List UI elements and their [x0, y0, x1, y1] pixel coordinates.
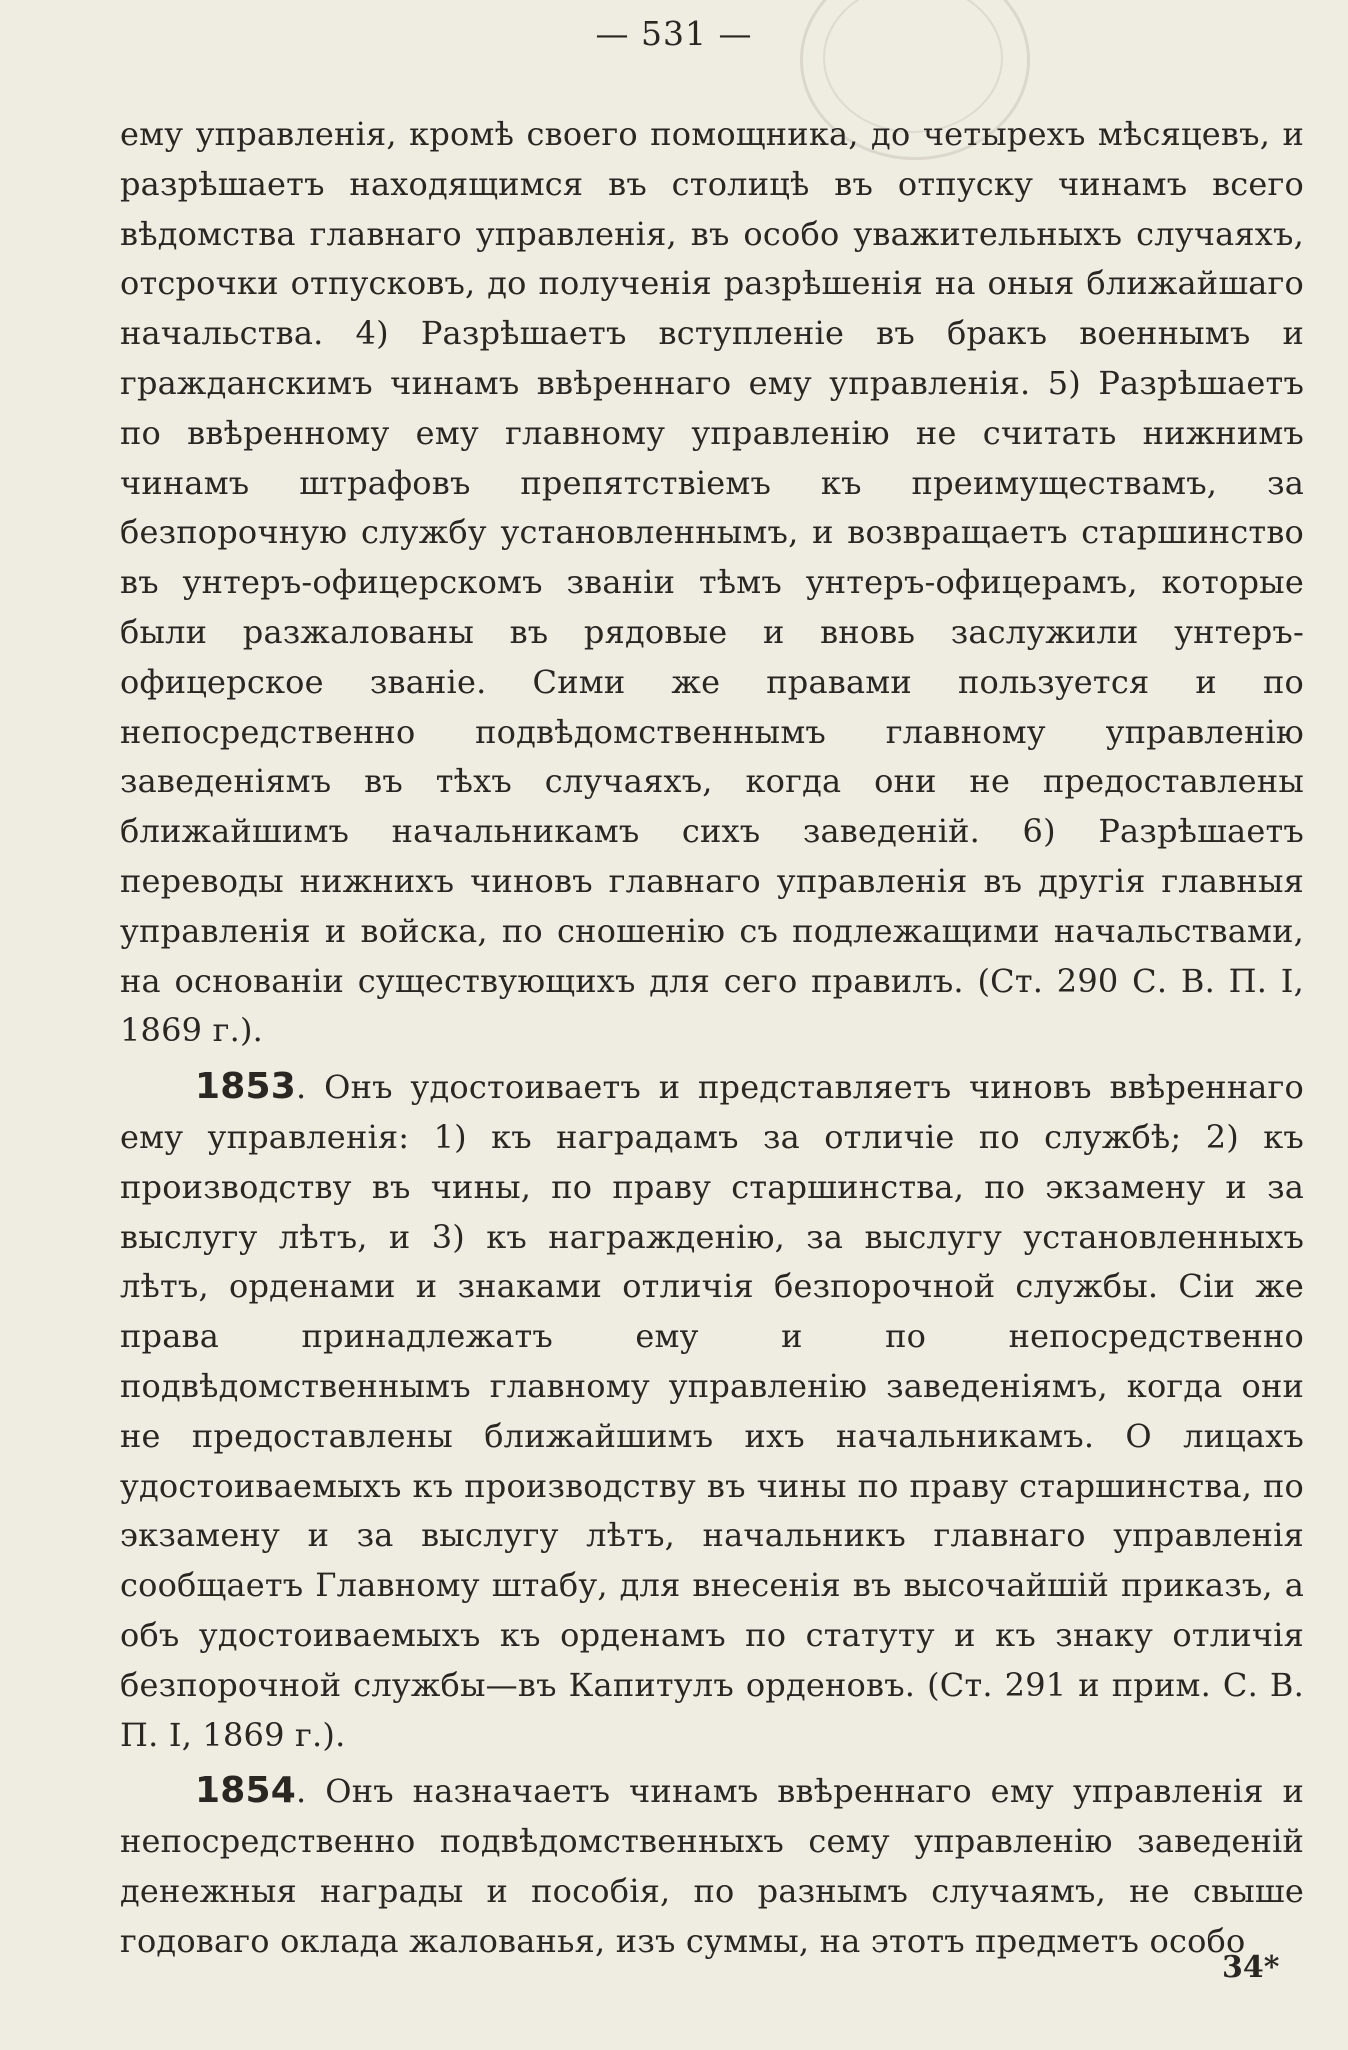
signature-mark: 34* — [1222, 1950, 1280, 1985]
paragraph-article-1853 — [120, 1062, 1304, 1760]
paragraph-text: ему управленія, кромѣ своего помощника, до четырехъ мѣсяцевъ, и разрѣшаетъ находящимся въ столицѣ въ отпуску чинамъ всего вѣдомства главнаго управленія, въ особо уважительныхъ случаяхъ, отсрочки отпусковъ, до полученія разрѣшенія на оныя ближайшаго начальства. 4) Разрѣшаетъ вступленіе въ бракъ военнымъ и гражданскимъ чинамъ ввѣреннаго ему управленія. 5) Разрѣшаетъ по ввѣренному ему главному управленію не считать нижнимъ чинамъ штрафовъ препятствіемъ къ преимуществамъ, за безпорочную службу установленнымъ, и возвращаетъ старшинство въ унтеръ-офицерскомъ званіи тѣмъ унтеръ-офицерамъ, которые были разжалованы въ рядовые и вновь заслужили унтеръ-офицерское званіе. Сими же правами пользуется и по непосредственно подвѣдомственнымъ главному управленію заведеніямъ въ тѣхъ случаяхъ, когда они не предоставлены ближайшимъ начальникамъ сихъ заведеній. 6) Разрѣшаетъ переводы нижнихъ чиновъ главнаго управленія въ другія главныя управленія и войска, по сношенію съ подлежащими начальствами, на основаніи существующихъ для сего правилъ. (Ст. 290 С. В. П. I, 1869 г.). — [120, 115, 1304, 1050]
page-number: — 531 — — [595, 14, 753, 53]
paragraph-text: . Онъ удостоиваетъ и представляетъ чиновъ ввѣреннаго ему управленія: 1) къ наградамъ за отличіе по службѣ; 2) къ производству въ чины, по праву старшинства, по экзамену и за выслугу лѣтъ, и 3) къ награжденію, за выслугу установленныхъ лѣтъ, орденами и знаками отличія безпорочной службы. Сіи же права принадлежатъ ему и по непосредственно подвѣдомственнымъ главному управленію заведеніямъ, когда они не предоставлены ближайшимъ ихъ начальникамъ. О лицахъ удостоиваемыхъ къ производству въ чины по праву старшинства, по экзамену и за выслугу лѣтъ, начальникъ главнаго управленія сообщаетъ Главному штабу, для внесенія въ высочайшій приказъ, а объ удостоиваемыхъ къ орденамъ по статуту и къ знаку отличія безпорочной службы—въ Капитулъ орденовъ. (Ст. 291 и прим. С. В. П. I, 1869 г.). — [120, 1068, 1304, 1754]
paragraph-continued — [120, 110, 1304, 1056]
article-number: 1853 — [195, 1066, 296, 1108]
article-number: 1854 — [195, 1770, 296, 1812]
paragraph-article-1854 — [120, 1766, 1304, 1966]
paragraph-text: . Онъ назначаетъ чинамъ ввѣреннаго ему управленія и непосредственно подвѣдомственныхъ сему управленію заведеній денежныя награды и пособія, по разнымъ случаямъ, не свыше годоваго оклада жалованья, изъ суммы, на этотъ предметъ особо — [120, 1772, 1304, 1960]
body-text — [120, 110, 1304, 1972]
